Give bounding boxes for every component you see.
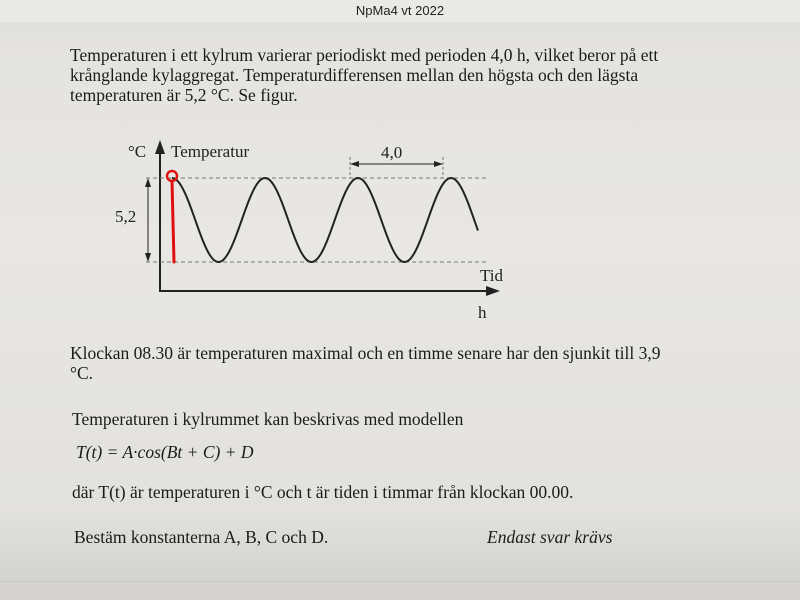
y-axis-title: Temperatur [171, 142, 250, 161]
bottom-edge [0, 581, 800, 600]
period-label: 4,0 [381, 143, 403, 162]
model-intro: Temperaturen i kylrummet kan beskrivas med modellen [72, 409, 464, 429]
model-formula: T(t) = A·cos(Bt + C) + D [76, 442, 254, 462]
x-axis-arrow [486, 286, 500, 296]
x-axis-title: Tid [480, 266, 504, 285]
amplitude-label: 5,2 [115, 207, 137, 226]
red-vertical-mark [172, 181, 174, 262]
x-unit-label: h [478, 303, 487, 322]
answer-note: Endast svar krävs [487, 527, 613, 547]
problem-info: Klockan 08.30 är temperaturen maximal och en timme senare har den sjunkit till 3,9 °C. [70, 343, 661, 383]
exam-code: NpMa4 vt 2022 [355, 3, 445, 18]
y-axis-arrow [155, 140, 165, 154]
problem-intro: Temperaturen i ett kylrum varierar periodiskt med perioden 4,0 h, vilket beror på ett krånglande kylaggregat. Temperaturdifferensen mellan den högsta och den lägsta temperaturen är 5,2 °C. Se figur. [70, 45, 659, 105]
variable-explanation: där T(t) är temperaturen i °C och t är tiden i timmar från klockan 00.00. [72, 482, 574, 502]
period-arrow-left [350, 161, 359, 167]
amplitude-arrow-top [145, 178, 151, 187]
amplitude-arrow-bottom [145, 253, 151, 262]
y-unit-label: °C [128, 142, 147, 161]
temperature-curve [172, 178, 478, 262]
period-arrow-right [434, 161, 443, 167]
task-text: Bestäm konstanterna A, B, C och D. [74, 527, 329, 547]
